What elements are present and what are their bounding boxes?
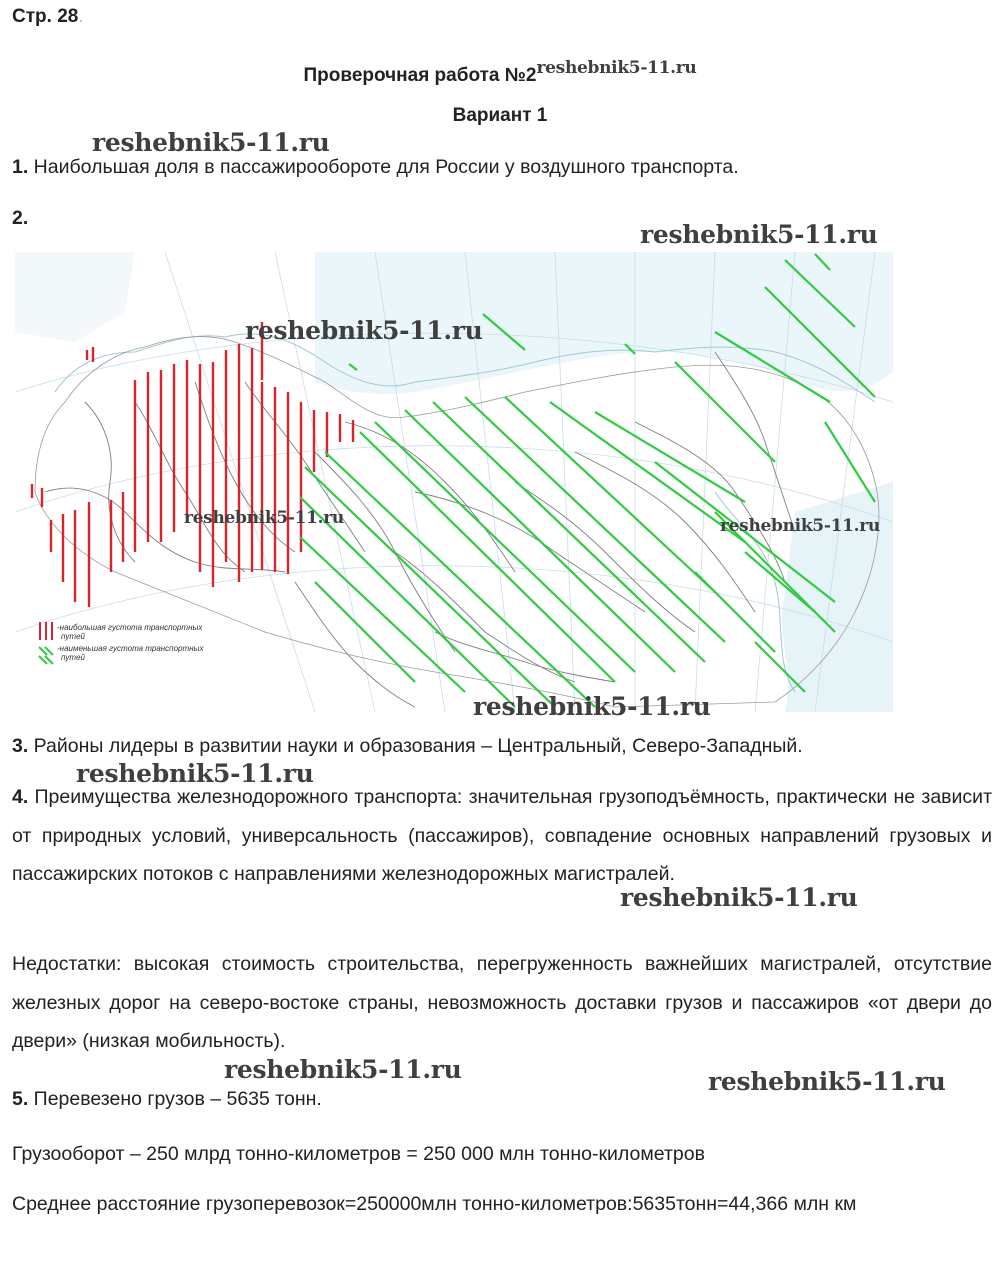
answer-3: 3. Районы лидеры в развитии науки и образования – Центральный, Северо-Западный. <box>12 735 803 757</box>
answer-5-turnover: Грузооборот – 250 млрд тонно-километров = 250 000 млн тонно-километров <box>12 1143 705 1165</box>
legend-low-label: -наименьшая густота транспортных <box>57 644 204 653</box>
legend-high-swatch <box>40 622 52 640</box>
legend-low-swatch <box>39 647 53 664</box>
answer-5: 5. Перевезено грузов – 5635 тонн. <box>12 1088 322 1110</box>
watermark: reshebnik5-11.ru <box>536 58 697 78</box>
watermark: reshebnik5-11.ru <box>184 508 344 528</box>
answer-4-disadvantages: Недостатки: высокая стоимость строительства, перегруженность важнейших магистралей, отсутствие железных дорог на северо-востоке страны, невозможность доставки грузов и пассажиров «от двери до двери» (низкая мобильность). <box>12 953 992 1052</box>
legend-low-label-line2: путей <box>61 653 85 662</box>
region-borders <box>45 352 795 707</box>
watermark: reshebnik5-11.ru <box>720 516 880 536</box>
watermark: reshebnik5-11.ru <box>224 1055 462 1084</box>
answer-1: 1. Наибольшая доля в пассажирообороте для России у воздушного транспорта. <box>12 156 739 178</box>
map-legend <box>39 622 204 664</box>
page-number: Стр. 28. <box>12 6 84 27</box>
watermark: reshebnik5-11.ru <box>245 316 483 345</box>
watermark: reshebnik5-11.ru <box>76 759 314 788</box>
watermark: reshebnik5-11.ru <box>620 883 858 912</box>
legend-high-label: -наибольшая густота транспортных <box>57 623 203 632</box>
watermark: reshebnik5-11.ru <box>708 1067 946 1096</box>
coastline <box>55 334 875 692</box>
high-density-hatching <box>32 322 353 607</box>
watermark: reshebnik5-11.ru <box>473 692 711 721</box>
variant-heading: Вариант 1 <box>452 105 548 126</box>
answer-2-label: 2. <box>12 207 29 229</box>
legend-high-label-line2: путей <box>61 632 85 641</box>
answer-4-advantages: 4. Преимущества железнодорожного транспорта: значительная грузоподъёмность, практически не зависит от природных условий, универсальность (пассажиров), совпадение основных направлений грузовых и пассажирских потоков с направлениями железнодорожных магистралей. <box>12 786 992 885</box>
watermark: reshebnik5-11.ru <box>640 220 878 249</box>
watermark: reshebnik5-11.ru <box>92 128 330 157</box>
answer-5-distance: Среднее расстояние грузоперевозок=250000млн тонно-километров:5635тонн=44,366 млн км <box>12 1193 857 1215</box>
page-title: Проверочная работа $№2^{reshebnik5-11.ru}$ <box>303 58 697 86</box>
